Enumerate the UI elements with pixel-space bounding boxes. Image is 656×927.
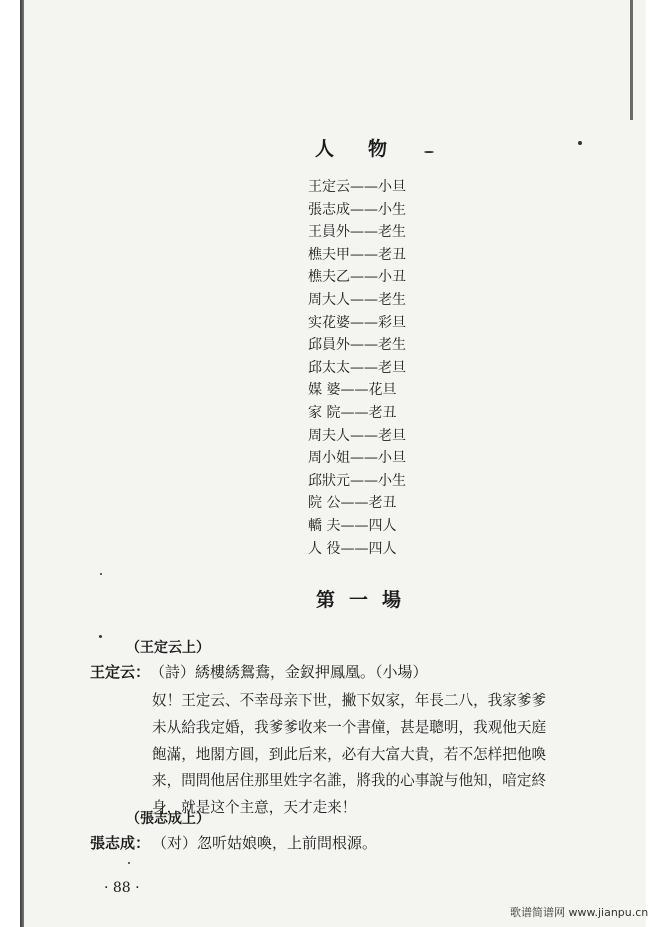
cast-heading: 人物 [315, 138, 422, 160]
scan-speck [128, 862, 130, 864]
page-right-edge [630, 0, 633, 120]
cast-item: 周大人——老生 [308, 291, 406, 308]
cast-item: 邱員外——老生 [308, 337, 406, 354]
cast-item: 樵夫乙——小丑 [308, 269, 406, 286]
monologue-line: 来，問問他居住那里姓字名誰，將我的心事說与他知，喑定終 [152, 772, 547, 790]
monologue-line: 飽滿，地閣方圓，到此后来，必有大富大貴，若不怎样把他喚 [152, 745, 547, 763]
reply-line: （对）忽听姑娘喚，上前問根源。 [152, 834, 378, 852]
cast-item: 媒 婆——花旦 [308, 382, 397, 399]
speaker-label: 張志成： [90, 834, 151, 852]
monologue-line: 奴！王定云、不幸母亲下世，撇下奴家，年長二八，我家爹爹 [152, 692, 547, 709]
cast-item: 張志成——小生 [308, 201, 406, 218]
scan-speck [99, 635, 102, 638]
cast-item: 实花婆——彩旦 [308, 314, 406, 331]
monologue-line: 身，就是这个主意，天才走来！ [152, 799, 357, 817]
scene-heading: 第一場 [316, 589, 416, 611]
cast-item: 王定云——小旦 [308, 179, 406, 195]
cast-item: 邱狀元——小生 [308, 472, 406, 489]
stage-direction-entrance: （王定云上） [126, 640, 210, 656]
cast-item: 邱太太——老旦 [308, 359, 406, 376]
cast-item: 周夫人——老旦 [308, 427, 406, 444]
cast-item: 院 公——老丑 [308, 495, 397, 512]
scan-speck [100, 573, 102, 575]
cast-list [308, 176, 406, 560]
cast-item: 人 役——四人 [308, 540, 397, 557]
cast-item: 周小姐——小旦 [308, 450, 406, 467]
stage-direction-entrance: （張志成上） [126, 811, 210, 827]
cast-item: 轎 夫——四人 [308, 517, 397, 534]
poem-line: （詩）綉樓綉鴛鴦，金釵押鳳凰。（小場） [150, 663, 428, 681]
cast-item: 家 院——老丑 [308, 404, 397, 421]
monologue-text [152, 688, 622, 822]
monologue-line: 未从給我定婚，我爹爹收来一个書僮，甚是聰明，我观他天庭 [152, 718, 547, 736]
cast-item: 王員外——老生 [308, 224, 406, 241]
scan-speck [578, 141, 582, 145]
speaker-label: 王定云： [90, 663, 151, 681]
cast-item: 樵夫甲——老丑 [308, 246, 406, 263]
page-number: · 88 · [104, 880, 140, 896]
scan-speck [424, 151, 434, 153]
watermark-text: 歌谱简谱网 www.jianpu.cn [510, 906, 649, 919]
